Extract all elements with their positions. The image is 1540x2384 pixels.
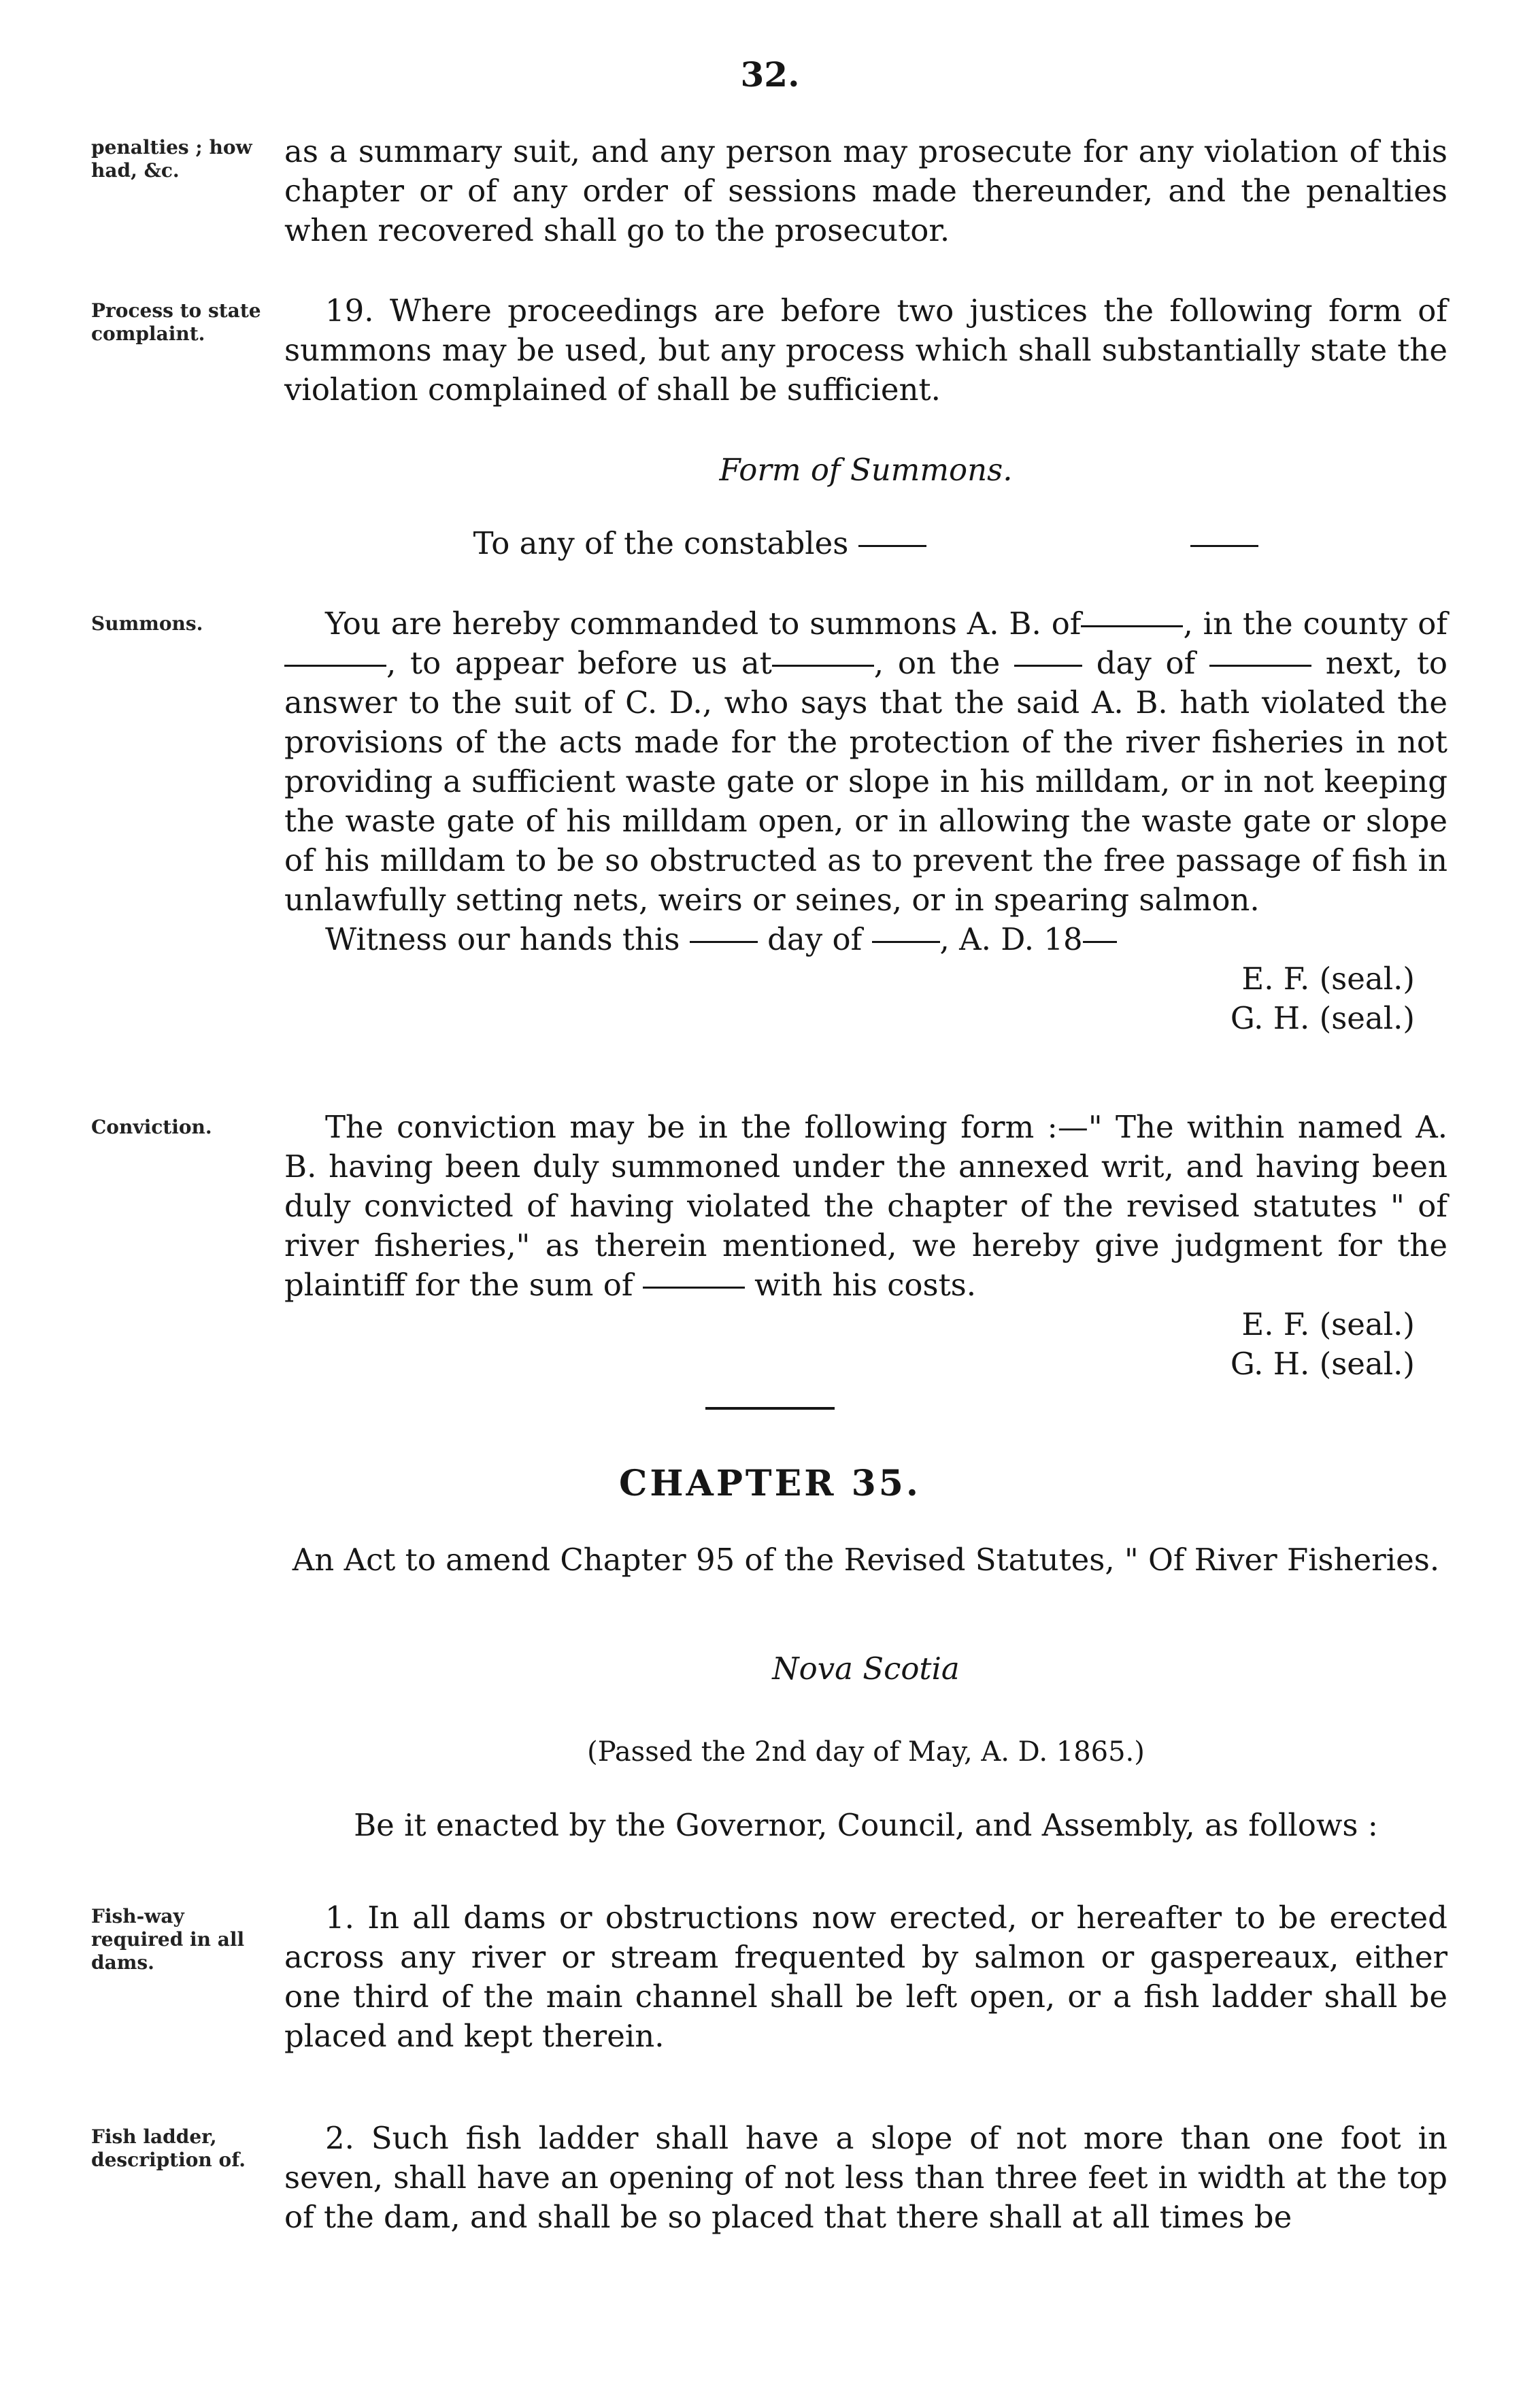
summons-text-part: You are hereby commanded to summons A. B. of [325,606,1082,642]
blank-line [858,545,926,547]
margin-note-fish-way: Fish-way required in all dams. [91,1905,245,1974]
blank-line [872,941,940,943]
paragraph-penalties [284,132,1447,250]
witness-text-part: Witness our hands this [325,921,680,957]
blank-line [1209,665,1311,667]
paragraph-text: 19. Where proceedings are before two justices the following form of summons may be used, but any process which shall substantially state the violation complained of shall be sufficient. [284,293,1447,408]
blank-line [1083,941,1117,943]
margin-note-summons: Summons. [91,612,203,635]
conviction-text-part: The conviction may be in the following form :—" The within named A. B. having been duly summoned under the annexed writ, and having been duly convicted of having violated the chapter of the revised statutes " of river fisheries," as therein mentioned, we hereby give judgment for the plaintiff for the sum of [284,1109,1447,1303]
chapter-title: CHAPTER 35. [618,1463,922,1504]
margin-note-fish-ladder: Fish ladder, description of. [91,2125,246,2171]
paragraph-section-1 [284,1898,1447,2056]
form-title: Form of Summons. [719,452,1013,488]
to-constables-line [284,524,1447,563]
summons-text-part: next, to answer to the suit of C. D., who says that the said A. B. hath violated the provisions of the acts made for the protection of the river fisheries in not providing a sufficient waste gate or slope in his milldam, or in not keeping the waste gate of his milldam open, or in allowing the waste gate or slope of his milldam to be so obstructed as to prevent the free passage of fish in unlawfully setting nets, weirs or seines, or in spearing salmon. [284,645,1447,918]
summons-text-part: , to appear before us at [386,645,772,681]
signature-gh: G. H. (seal.) [1230,1346,1415,1382]
margin-note-penalties: penalties ; how had, &c. [91,136,252,182]
summons-text [284,604,1447,920]
witness-text-part: day of [767,921,863,957]
conviction-form [284,1108,1447,1384]
act-title: An Act to amend Chapter 95 of the Revised Statutes, " Of River Fisheries. [292,1542,1440,1578]
to-constables-text: To any of the constables [473,525,849,561]
enacting-clause: Be it enacted by the Governor, Council, and Assembly, as follows : [354,1807,1378,1843]
witness-line [284,920,1447,959]
province-name: Nova Scotia [772,1651,960,1687]
paragraph-section-19 [284,291,1447,410]
blank-line [284,665,386,667]
paragraph-text: 1. In all dams or obstructions now erected, or hereafter to be erected across any river or stream frequented by salmon or gaspereaux, either one third of the main channel shall be left open, or a fish ladder shall be placed and kept therein. [284,1900,1447,2054]
summons-text-part: day of [1096,645,1196,681]
margin-note-conviction: Conviction. [91,1116,212,1138]
blank-line [690,941,758,943]
passed-date: (Passed the 2nd day of May, A. D. 1865.) [587,1736,1145,1768]
summons-text-part: , in the county of [1183,606,1447,642]
signature-ef: E. F. (seal.) [1241,961,1415,997]
page-number: 32. [740,54,800,95]
signature-ef: E. F. (seal.) [1241,1306,1415,1342]
conviction-text [284,1108,1447,1305]
conviction-text-part: with his costs. [754,1267,977,1303]
paragraph-text: 2. Such fish ladder shall have a slope of not more than one foot in seven, shall have an opening of not less than three feet in width at the top of the dam, and shall be so placed that there shall at all times be [284,2120,1447,2235]
margin-note-process: Process to state complaint. [91,299,261,345]
summons-form [284,604,1447,1038]
blank-line [772,665,874,667]
blank-line [1081,625,1183,627]
blank-line [1190,545,1258,547]
blank-line [1014,665,1082,667]
summons-text-part: , on the [873,645,1001,681]
section-divider [705,1407,835,1410]
witness-text-part: , A. D. 18 [939,921,1083,957]
paragraph-text: as a summary suit, and any person may prosecute for any violation of this chapter or of any order of sessions made thereunder, and the penalties when recovered shall go to the prosecutor. [284,133,1447,248]
signature-gh: G. H. (seal.) [1230,1000,1415,1036]
blank-line [643,1287,745,1289]
paragraph-section-2 [284,2119,1447,2237]
